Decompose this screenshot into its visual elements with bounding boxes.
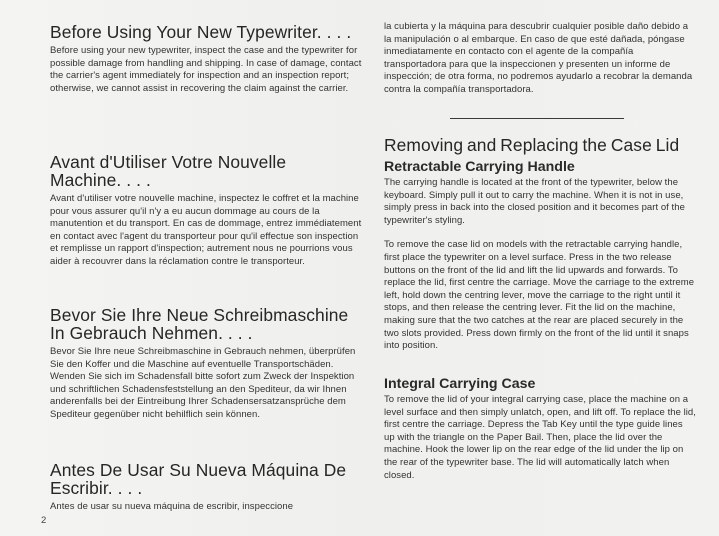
section-body: Antes de usar su nueva máquina de escribir, inspeccione [50, 501, 294, 512]
section-german [50, 306, 362, 422]
paragraph: To remove the case lid on models with the retractable carrying handle, first place the typewriter on a level surface. Press in the two release buttons on the front of the lid and lift the lid upwards and forwards. To replace the lid, first centre the carriage. Move the carriage to the extreme left, hold down the centring lever, move the carriage to the right until it stops, and then release the centring lever. Fit the lid on the machine, making sure that the two catches at the rear are placed securely in the two slots provided. Press down firmly on the front of the lid until it snaps into position. [384, 239, 695, 352]
section-spanish [50, 461, 362, 514]
section-title: Antes De Usar Su Nueva Máquina De Escribir. . . . [50, 460, 347, 498]
section-title: Avant d'Utiliser Votre Nouvelle Machine. . . . [50, 152, 287, 190]
section-body: Avant d'utiliser votre nouvelle machine, inspectez le coffret et la machine pour vous assurer qu'il n'y a eu aucun dommage au cours de la manutention et du transport. En cas de dommage, entrez immédiatement en contact avec l'agent du transporteur pour qu'il effectue son inspection et remplisse un rapport d'inspection; autrement nous ne pourrions vous aider à recouvrer dans la réclamation contre le transporteur. [50, 193, 362, 267]
spanish-continued [384, 21, 696, 97]
section-title: Bevor Sie Ihre Neue Schreibmaschine In Gebrauch Nehmen. . . . [50, 305, 349, 343]
subsection-retractable-handle [384, 159, 696, 353]
page-number: 2 [41, 515, 47, 526]
section-body: Before using your new typewriter, inspect the case and the typewriter for possible damage from handling and shipping. In case of damage, contact the carrier's agent immediately for inspection and an inspection report; otherwise, we cannot assist in recovering the claim against the carrier. [50, 45, 362, 94]
subsection-title: Integral Carrying Case [384, 376, 536, 392]
section-french [50, 153, 362, 269]
subsection-title: Retractable Carrying Handle [384, 159, 575, 175]
divider-rule [450, 118, 624, 119]
main-title: Removing and Replacing the Case Lid [384, 135, 680, 155]
section-case-lid [384, 136, 696, 154]
section-title: Before Using Your New Typewriter. . . . [50, 22, 352, 42]
section-body: la cubierta y la máquina para descubrir cualquier posible daño debido a la manipulación o al embarque. En caso de que esté dañada, póngase inmediatamente en contacto con el agente de la compañía transportadora para que la inspeccionen y presenten un informe de inspección; de otra forma, no podremos ayudarlo a recobrar la demanda contra la compañía transportadora. [384, 21, 693, 95]
subsection-integral-case [384, 376, 696, 482]
section-english [50, 23, 362, 95]
section-body: Bevor Sie Ihre neue Schreibmaschine in Gebrauch nehmen, überprüfen Sie den Koffer und die Maschine auf eventuelle Transportschäden. Wenden Sie sich im Schadensfall bitte sofort zum Zweck der Inspektion und schriftlichen Schadensfeststellung an den Spediteur, da wir Ihnen anderenfalls bei der Eintreibung Ihrer Schadensersatzansprüche dem Spediteur gegenüber nicht behilflich sein können. [50, 346, 356, 420]
paragraph: To remove the lid of your integral carrying case, place the machine on a level surface and then simply unlatch, open, and lift off. To replace the lid, first centre the carriage. Depress the Tab Key until the type guide lines up with the triangle on the Paper Bail. Then, place the lid over the machine. Hook the lower lip on the rear edge of the lid under the lip on the rear of the typewriter base. The lid will automatically latch when closed. [384, 394, 696, 481]
paragraph: The carrying handle is located at the front of the typewriter, below the keyboard. Simply pull it out to carry the machine. When it is not in use, simply press in back into the closed position and it becomes part of the typewriter's styling. [384, 177, 685, 226]
